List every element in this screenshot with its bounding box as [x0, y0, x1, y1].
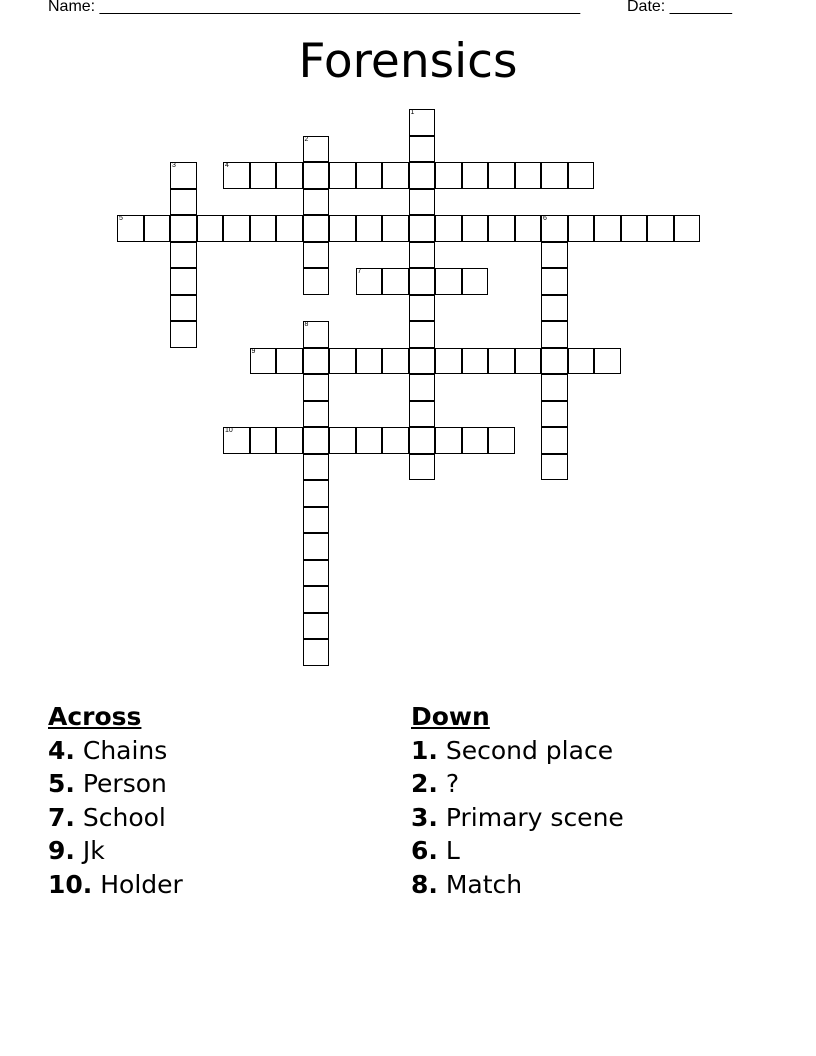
clue-down-1 — [411, 734, 624, 768]
crossword-cell[interactable] — [409, 189, 436, 216]
crossword-cell[interactable] — [303, 321, 330, 348]
crossword-cell[interactable] — [329, 427, 356, 454]
crossword-cell[interactable] — [541, 215, 568, 242]
crossword-cell[interactable] — [409, 109, 436, 136]
down-clues — [411, 700, 624, 901]
crossword-cell[interactable] — [329, 162, 356, 189]
clue-number: 8. — [411, 869, 438, 899]
crossword-cell[interactable] — [250, 348, 277, 375]
crossword-cell[interactable] — [170, 295, 197, 322]
down-heading: Down — [411, 702, 490, 731]
clue-text: Person — [82, 769, 167, 798]
clue-number-label: 1 — [410, 109, 415, 116]
crossword-cell[interactable] — [276, 162, 303, 189]
crossword-cell[interactable] — [303, 427, 330, 454]
clue-number: 4. — [48, 735, 75, 765]
crossword-cell[interactable] — [435, 427, 462, 454]
crossword-cell[interactable] — [329, 215, 356, 242]
crossword-cell[interactable] — [303, 268, 330, 295]
crossword-cell[interactable] — [303, 136, 330, 163]
crossword-cell[interactable] — [515, 348, 542, 375]
crossword-cell[interactable] — [435, 162, 462, 189]
clue-number: 5. — [48, 769, 75, 798]
crossword-cell[interactable] — [568, 215, 595, 242]
crossword-cell[interactable] — [303, 242, 330, 269]
page-title: Forensics — [298, 34, 518, 89]
crossword-cell[interactable] — [276, 215, 303, 242]
crossword-cell[interactable] — [409, 215, 436, 242]
crossword-cell[interactable] — [541, 401, 568, 428]
crossword-cell[interactable] — [409, 242, 436, 269]
clue-number-label: 2 — [304, 135, 309, 143]
clue-across-10 — [48, 868, 183, 902]
across-heading: Across — [48, 702, 142, 731]
crossword-cell[interactable] — [303, 454, 330, 481]
clue-number: 7. — [48, 802, 75, 832]
clue-number-label: 3 — [172, 162, 176, 169]
crossword-cell[interactable] — [303, 560, 330, 587]
crossword-cell[interactable] — [541, 427, 568, 454]
crossword-cell[interactable] — [568, 348, 595, 375]
crossword-cell[interactable] — [303, 480, 330, 507]
crossword-cell[interactable] — [223, 427, 250, 454]
crossword-cell[interactable] — [303, 507, 330, 534]
clue-text: Match — [445, 869, 523, 899]
crossword-cell[interactable] — [541, 454, 568, 481]
crossword-cell[interactable] — [515, 162, 542, 189]
across-clues — [48, 700, 183, 901]
crossword-cell[interactable] — [435, 348, 462, 375]
crossword-cell[interactable] — [170, 162, 197, 189]
crossword-cell[interactable] — [303, 586, 330, 613]
clue-number: 3. — [411, 802, 438, 832]
crossword-cell[interactable] — [144, 215, 171, 242]
crossword-cell[interactable] — [541, 348, 568, 375]
crossword-cell[interactable] — [488, 427, 515, 454]
crossword-cell[interactable] — [488, 215, 515, 242]
clue-number-label: 10 — [225, 427, 233, 434]
crossword-cell[interactable] — [223, 162, 250, 189]
crossword-cell[interactable] — [462, 427, 489, 454]
crossword-cell[interactable] — [303, 613, 330, 640]
crossword-cell[interactable] — [250, 162, 277, 189]
crossword-cell[interactable] — [541, 295, 568, 322]
crossword-cell[interactable] — [409, 401, 436, 428]
crossword-cell[interactable] — [647, 215, 674, 242]
clue-text: ? — [445, 769, 460, 798]
clue-down-2 — [411, 767, 624, 801]
crossword-cell[interactable] — [462, 268, 489, 295]
clue-number: 1. — [411, 735, 438, 765]
clue-number-label: 8 — [304, 321, 309, 328]
crossword-cell[interactable] — [382, 268, 409, 295]
crossword-cell[interactable] — [356, 268, 383, 295]
clue-text: Chains — [82, 735, 168, 765]
crossword-cell[interactable] — [170, 242, 197, 269]
crossword-cell[interactable] — [674, 215, 701, 242]
clue-text: Holder — [100, 869, 183, 899]
crossword-cell[interactable] — [541, 162, 568, 189]
clue-down-3 — [411, 801, 624, 835]
crossword-cell[interactable] — [382, 427, 409, 454]
crossword-cell[interactable] — [515, 215, 542, 242]
crossword-cell[interactable] — [462, 215, 489, 242]
crossword-cell[interactable] — [541, 374, 568, 401]
crossword-cell[interactable] — [356, 215, 383, 242]
clue-across-9 — [48, 834, 183, 868]
clue-text: Jk — [82, 836, 105, 865]
crossword-cell[interactable] — [435, 215, 462, 242]
crossword-cell[interactable] — [382, 162, 409, 189]
crossword-cell[interactable] — [409, 348, 436, 375]
clue-number: 2. — [411, 769, 438, 798]
clue-across-5 — [48, 767, 183, 801]
clue-number: 6. — [411, 836, 438, 865]
crossword-cell[interactable] — [303, 639, 330, 666]
crossword-cell[interactable] — [303, 533, 330, 560]
crossword-cell[interactable] — [303, 348, 330, 375]
crossword-cell[interactable] — [621, 215, 648, 242]
crossword-cell[interactable] — [594, 348, 621, 375]
crossword-cell[interactable] — [409, 136, 436, 163]
crossword-cell[interactable] — [170, 189, 197, 216]
crossword-cell[interactable] — [541, 321, 568, 348]
clue-down-6 — [411, 834, 624, 868]
crossword-cell[interactable] — [276, 348, 303, 375]
clue-number: 9. — [48, 836, 75, 865]
crossword-cell[interactable] — [303, 215, 330, 242]
crossword-cell[interactable] — [594, 215, 621, 242]
clue-down-8 — [411, 868, 624, 902]
crossword-cell[interactable] — [541, 268, 568, 295]
name-line: Name: ______________________________________________________ — [48, 0, 581, 15]
clue-number-label: 9 — [251, 347, 256, 355]
crossword-cell[interactable] — [197, 215, 224, 242]
crossword-cell[interactable] — [223, 215, 250, 242]
crossword-cell[interactable] — [303, 401, 330, 428]
crossword-cell[interactable] — [462, 348, 489, 375]
crossword-cell[interactable] — [303, 162, 330, 189]
crossword-cell[interactable] — [568, 162, 595, 189]
crossword-cell[interactable] — [329, 348, 356, 375]
clue-across-7 — [48, 801, 183, 835]
clue-text: Primary scene — [445, 802, 624, 832]
crossword-cell[interactable] — [409, 374, 436, 401]
crossword-cell[interactable] — [462, 162, 489, 189]
crossword-cell[interactable] — [250, 427, 277, 454]
crossword-cell[interactable] — [303, 374, 330, 401]
crossword-cell[interactable] — [170, 321, 197, 348]
clue-number-label: 7 — [357, 268, 362, 275]
crossword-cell[interactable] — [356, 427, 383, 454]
crossword-cell[interactable] — [276, 427, 303, 454]
crossword-cell[interactable] — [382, 215, 409, 242]
date-line: Date: _______ — [627, 0, 732, 15]
crossword-cell[interactable] — [409, 295, 436, 322]
crossword-cell[interactable] — [409, 162, 436, 189]
crossword-cell[interactable] — [382, 348, 409, 375]
crossword-cell[interactable] — [409, 427, 436, 454]
crossword-cell[interactable] — [117, 215, 144, 242]
clue-text: School — [82, 802, 166, 832]
crossword-cell[interactable] — [488, 162, 515, 189]
crossword-cell[interactable] — [170, 268, 197, 295]
clue-number-label: 4 — [225, 162, 229, 169]
crossword-cell[interactable] — [409, 268, 436, 295]
crossword-cell[interactable] — [250, 215, 277, 242]
clue-number-label: 6 — [543, 215, 547, 222]
crossword-cell[interactable] — [170, 215, 197, 242]
crossword-cell[interactable] — [409, 454, 436, 481]
clue-number-label: 5 — [119, 215, 123, 222]
crossword-cell[interactable] — [356, 348, 383, 375]
crossword-cell[interactable] — [303, 189, 330, 216]
crossword-cell[interactable] — [409, 321, 436, 348]
clue-text: L — [445, 836, 460, 865]
crossword-cell[interactable] — [435, 268, 462, 295]
clue-number: 10. — [48, 869, 93, 899]
crossword-cell[interactable] — [488, 348, 515, 375]
crossword-cell[interactable] — [541, 242, 568, 269]
clue-across-4 — [48, 734, 183, 768]
crossword-cell[interactable] — [356, 162, 383, 189]
clue-text: Second place — [445, 735, 614, 765]
